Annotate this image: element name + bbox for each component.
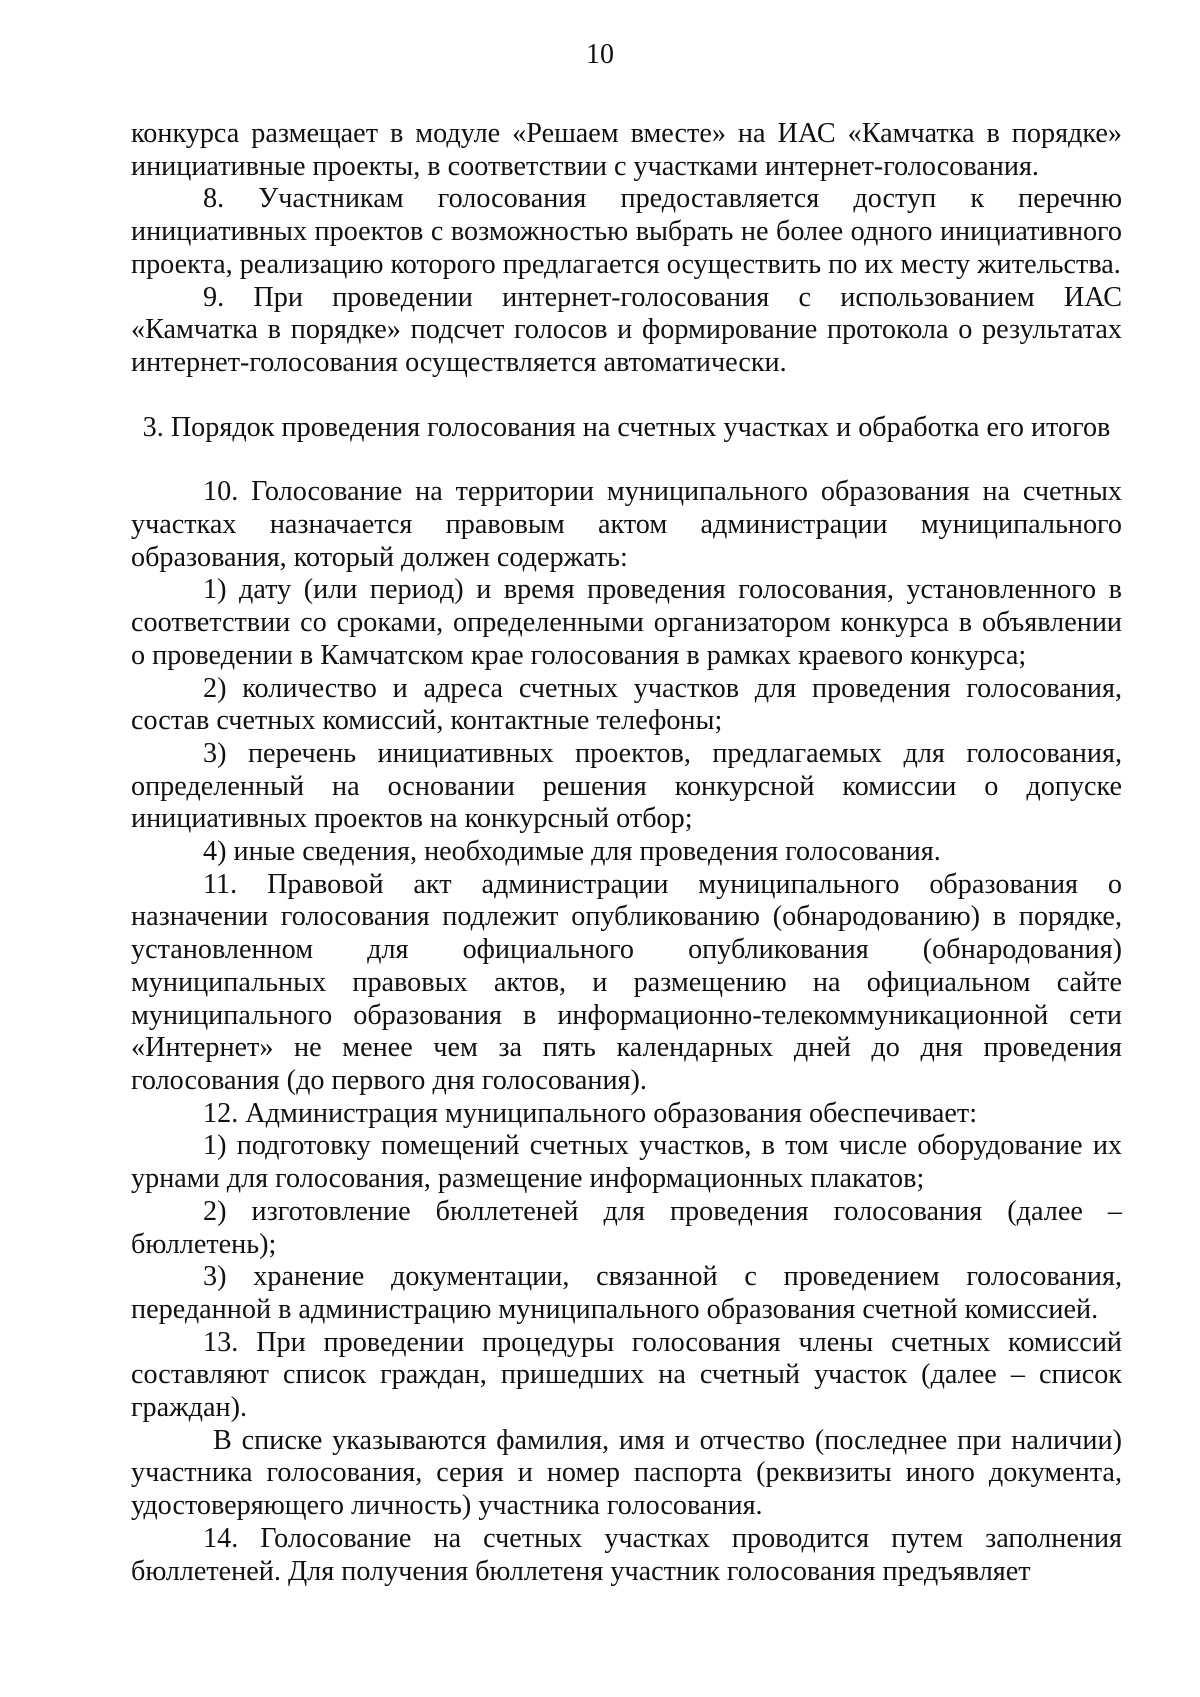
paragraph-item-10: 10. Голосование на территории муниципального образования на счетных участках назначается правовым актом администрации муниципального образования, который должен содержать: [131, 476, 1122, 573]
subitem-10-2: 2) количество и адреса счетных участков для проведения голосования, состав счетных комиссий, контактные телефоны; [131, 672, 1122, 737]
subitem-12-3: 3) хранение документации, связанной с проведением голосования, переданной в администрацию муниципального образования счетной комиссией. [131, 1261, 1122, 1325]
paragraph: конкурса размещает в модуле «Решаем вместе» на ИАС «Камчатка в порядке» инициативные проекты, в соответствии с участками интернет-голосования. [131, 118, 1122, 182]
document-body [131, 118, 1122, 1588]
subitem-12-1: 1) подготовку помещений счетных участков, в том числе оборудование их урнами для голосования, размещение информационных плакатов; [131, 1130, 1122, 1195]
page-number: 10 [586, 39, 614, 70]
paragraph-item-9: 9. При проведении интернет-голосования с использованием ИАС «Камчатка в порядке» подсчет голосов и формирование протокола о результатах интернет-голосования осуществляется автоматически. [131, 281, 1122, 378]
paragraph-item-12: 12. Администрация муниципального образования обеспечивает: [203, 1097, 978, 1129]
subitem-12-2: 2) изготовление бюллетеней для проведения голосования (далее – бюллетень); [131, 1195, 1122, 1260]
paragraph-item-14: 14. Голосование на счетных участках проводится путем заполнения бюллетеней. Для получения бюллетеня участник голосования предъявляет [131, 1522, 1122, 1587]
section-heading: 3. Порядок проведения голосования на счетных участках и обработка его итогов [142, 411, 1111, 443]
paragraph-item-13: 13. При проведении процедуры голосования члены счетных комиссий составляют список граждан, пришедших на счетный участок (далее – список граждан). [131, 1326, 1122, 1424]
paragraph-list-details: В списке указываются фамилия, имя и отчество (последнее при наличии) участника голосования, серия и номер паспорта (реквизиты иного документа, удостоверяющего личность) участника голосования. [131, 1424, 1122, 1522]
paragraph-item-8: 8. Участникам голосования предоставляется доступ к перечню инициативных проектов с возможностью выбрать не более одного инициативного проекта, реализацию которого предлагается осуществить по их месту жительства. [131, 183, 1122, 280]
subitem-10-4: 4) иные сведения, необходимые для проведения голосования. [203, 836, 941, 868]
subitem-10-3: 3) перечень инициативных проектов, предлагаемых для голосования, определенный на основании решения конкурсной комиссии о допуске инициативных проектов на конкурсный отбор; [131, 737, 1122, 835]
paragraph-item-11: 11. Правовой акт администрации муниципального образования о назначении голосования подлежит опубликованию (обнародованию) в порядке, установленном для официального опубликования (обнародования) муниципальных правовых актов, и размещению на официальном сайте муниципального образования в информационно-телекоммуникационной сети «Интернет» не менее чем за пять календарных дней до дня проведения голосования (до первого дня голосования). [131, 868, 1122, 1096]
subitem-10-1: 1) дату (или период) и время проведения голосования, установленного в соответствии со сроками, определенными организатором конкурса в объявлении о проведении в Камчатском крае голосования в рамках краевого конкурса; [131, 574, 1122, 671]
